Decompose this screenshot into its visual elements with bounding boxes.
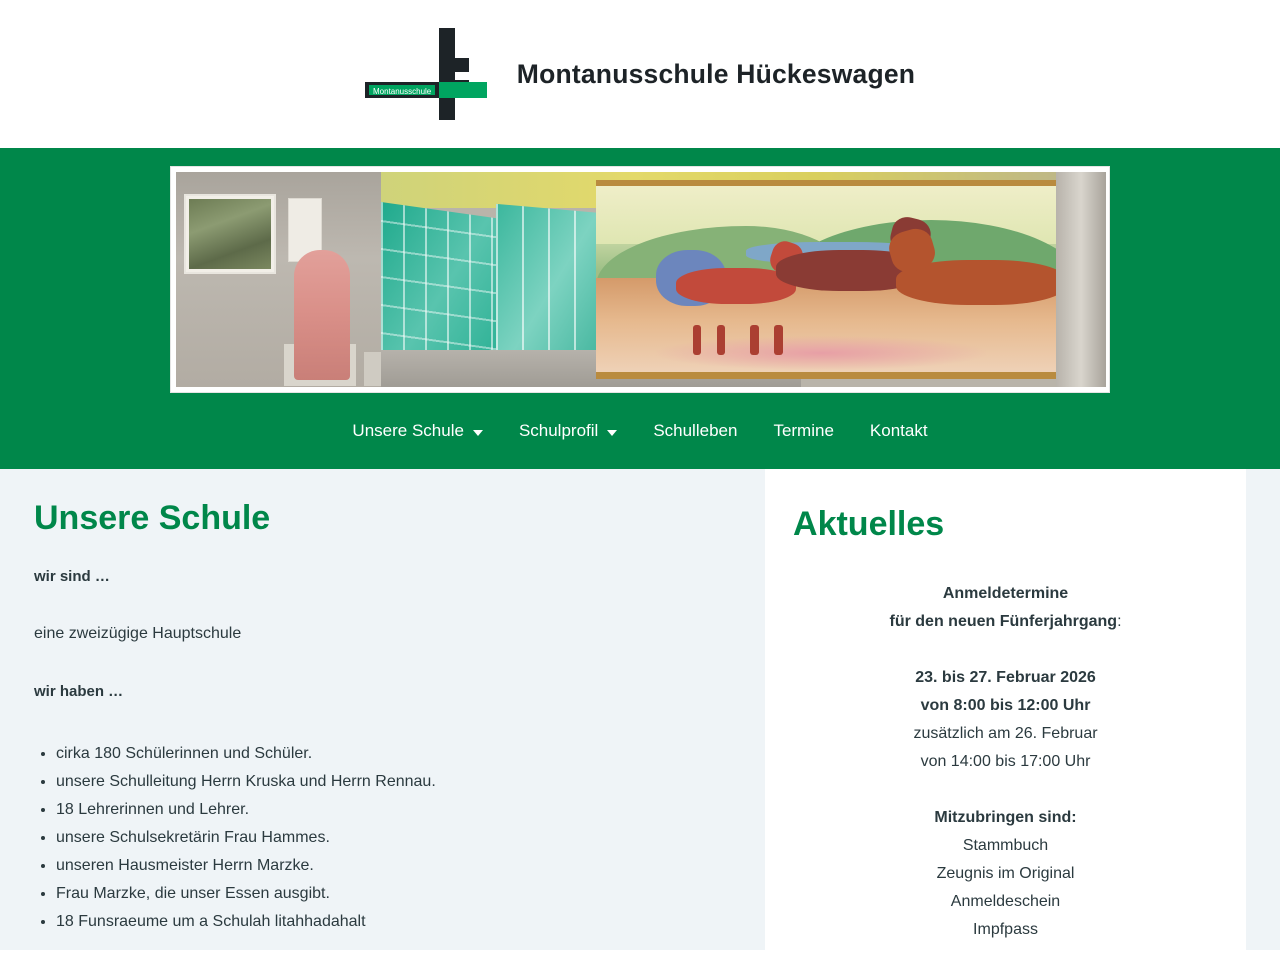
date-extra-hours: von 14:00 bis 17:00 Uhr [920,753,1091,770]
list-item: • cirka 180 Schülerinnen und Schüler. [56,740,741,768]
paragraph-schulform: eine zweizügige Hauptschule [34,625,242,642]
wall-photo [184,194,276,274]
nav-item-kontakt[interactable] [852,421,946,441]
mural-border-bottom [596,372,1066,379]
facts-list [34,740,741,936]
wall-photo-inner [189,199,271,269]
mural-horse-chestnut [896,260,1066,338]
mural-pink-brushwork [656,336,986,370]
nav-item-label: Kontakt [869,421,928,440]
nav-item-schulleben[interactable] [635,421,755,441]
subheading-wir-sind: wir sind … [34,568,110,585]
list-item: • 18 Lehrerinnen und Lehrer. [56,796,741,824]
list-item: • 18 Funsraeume um a Schulah litahhadahalt [56,908,741,936]
date-extra-day: zusätzlich am 26. Februar [913,725,1098,742]
site-title: Montanusschule Hückeswagen [516,58,916,89]
spacer [793,636,1218,664]
spacer [793,776,1218,804]
list-item: • unsere Schulleitung Herrn Kruska und Herrn Rennau. [56,768,741,796]
bring-item: Impfpass [973,921,1038,938]
nav-item-label: Schulleben [653,421,738,440]
main-column [34,469,741,950]
subheading-wir-haben: wir haben … [34,683,124,700]
bring-title: Mitzubringen sind: [934,809,1077,826]
nav-item-termine[interactable] [755,421,851,441]
date-range: 23. bis 27. Februar 2026 [915,669,1096,686]
banner-region [0,148,1280,469]
nav-item-label: Termine [773,421,834,440]
nav-item-label: Unsere Schule [352,421,464,440]
header-inner [365,24,915,124]
anmeldetermine-colon: : [1117,613,1122,630]
page-title: Unsere Schule [34,499,271,537]
content-area [0,469,1280,950]
date-hours: von 8:00 bis 12:00 Uhr [920,697,1091,714]
anmeldetermine-heading: Anmeldetermine [942,585,1069,602]
list-item: • Frau Marzke, die unser Essen ausgibt. [56,880,741,908]
list-item: • unsere Schulsekretärin Frau Hammes. [56,824,741,852]
content-wrapper [34,469,1246,950]
bring-item: Zeugnis im Original [936,865,1075,882]
sidebar-body [793,580,1218,944]
anmeldetermine-subheading-text: für den neuen Fünferjahrgang [889,613,1118,630]
montanusschule-logo-icon[interactable] [365,24,491,124]
anmeldetermine-subheading [793,608,1218,636]
hero-frame [170,166,1110,393]
nav-item-label: Schulprofil [518,421,599,440]
site-header [0,0,1280,148]
mural-border-top [596,180,1066,186]
bring-item: Stammbuch [962,837,1049,854]
sidebar-aktuelles [765,469,1246,960]
main-navigation [0,393,1280,469]
svg-text:Montanusschule: Montanusschule [372,87,432,96]
corridor-right-column [1056,172,1106,387]
chevron-down-icon[interactable] [607,430,617,436]
bring-item: Anmeldeschein [950,893,1061,910]
chevron-down-icon[interactable] [473,430,483,436]
nav-item-schulprofil[interactable] [501,421,635,441]
list-item: • unseren Hausmeister Herrn Marzke. [56,852,741,880]
hero-banner-image [176,172,1106,387]
widget-title-aktuelles: Aktuelles [793,505,945,543]
pink-sculpture [294,250,350,380]
nav-item-unsere-schule[interactable] [334,421,501,441]
